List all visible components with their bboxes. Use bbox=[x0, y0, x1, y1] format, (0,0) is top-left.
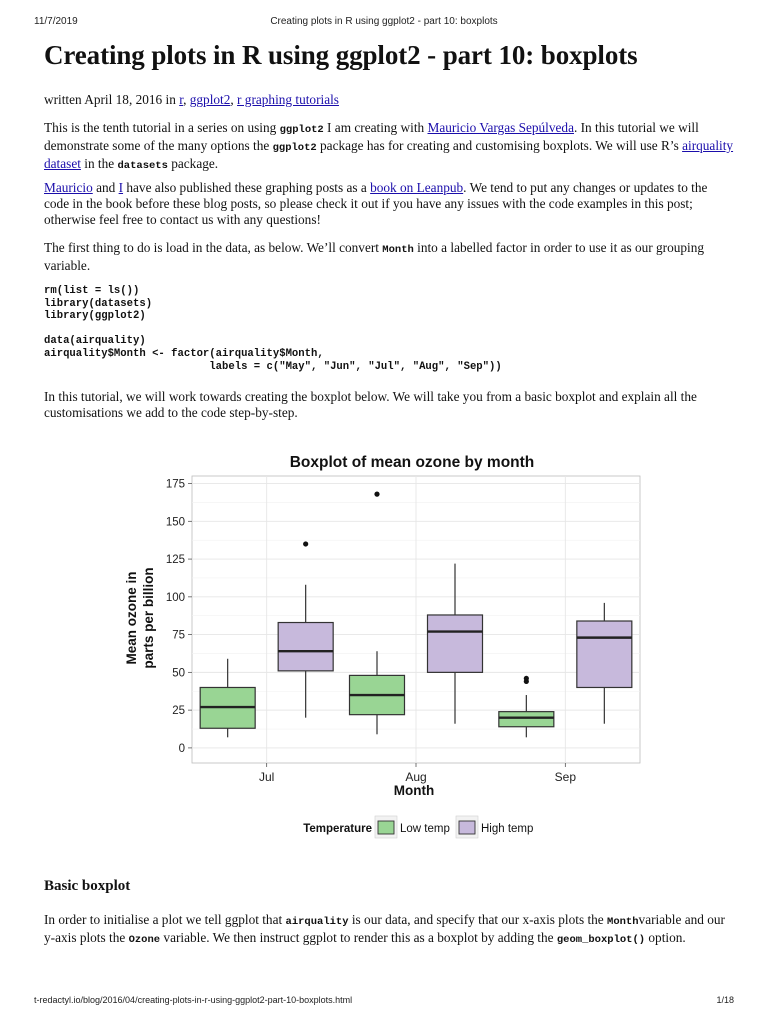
basic-paragraph: In order to initialise a plot we tell ggplot that airquality is our data, and specify that our x-axis plots the Monthvariable and our y-axis plots the Ozone variable. We then instruct ggplot to render this as a boxplot by adding the geom_boxplot() option. bbox=[44, 912, 725, 946]
dataset-link[interactable]: airquality dataset bbox=[44, 138, 734, 171]
leanpub-book-link[interactable]: book on Leanpub bbox=[370, 180, 464, 195]
inline-code: ggplot2 bbox=[279, 124, 324, 136]
code-block: rm(list = ls()) library(datasets) library(ggplot2) data(airquality) airquality$Month <- factor(airquality$Month, labels = c("May", "Jun", "Jul", "Aug", "Sep")) bbox=[44, 285, 502, 373]
y-tick-label: 150 bbox=[165, 516, 185, 529]
box-high-temp-sep bbox=[577, 621, 632, 687]
inline-code: datasets bbox=[117, 160, 168, 172]
box-low-temp-sep bbox=[499, 712, 554, 727]
outlier-high-temp-jul bbox=[303, 541, 308, 546]
intro-paragraph: This is the tenth tutorial in a series on using ggplot2 I am creating with Mauricio Vargas Sepúlveda. In this tutorial we will demonstrate some of the many options the ggplot2 package has for creating and customising boxplots. We will use R’s airquality dataset in the datasets package. bbox=[44, 120, 734, 172]
legend-swatch-low-temp bbox=[378, 821, 394, 834]
page-title: Creating plots in R using ggplot2 - part 10: boxplots bbox=[44, 40, 638, 70]
post-meta: written April 18, 2016 in r, ggplot2, r graphing tutorials bbox=[44, 92, 339, 107]
x-tick-label-jul: Jul bbox=[258, 770, 275, 784]
y-tick-label: 0 bbox=[178, 742, 185, 755]
tag-link-ggplot2[interactable]: ggplot2 bbox=[189, 92, 231, 107]
box-high-temp-aug bbox=[428, 615, 483, 672]
inline-code: geom_boxplot() bbox=[556, 934, 646, 946]
legend-label-high-temp: High temp bbox=[481, 823, 534, 835]
tag-link-r[interactable]: r bbox=[179, 92, 184, 107]
y-tick-label: 100 bbox=[165, 591, 185, 604]
x-axis-title: Month bbox=[393, 783, 435, 798]
inline-code: Month bbox=[607, 916, 639, 928]
chart-title: Boxplot of mean ozone by month bbox=[289, 454, 535, 471]
inline-code: airquality bbox=[285, 916, 349, 928]
box-high-temp-jul bbox=[278, 623, 333, 671]
inline-code: Ozone bbox=[128, 934, 161, 946]
written-date: written April 18, 2016 in bbox=[44, 92, 180, 107]
y-axis-title-line2: parts per billion bbox=[141, 567, 156, 669]
x-tick-label-sep: Sep bbox=[554, 770, 577, 784]
y-tick-label: 75 bbox=[172, 629, 185, 642]
y-tick-label: 175 bbox=[165, 478, 185, 491]
print-page-number: 1/18 bbox=[716, 995, 734, 1005]
outlier-low-temp-sep bbox=[524, 676, 529, 681]
y-tick-label: 125 bbox=[165, 554, 185, 567]
load-paragraph: The first thing to do is load in the data, as below. We’ll convert Month into a labelled factor in order to use it as our grouping variable. bbox=[44, 240, 705, 273]
print-title: Creating plots in R using ggplot2 - part 10: boxplots bbox=[270, 16, 498, 27]
legend bbox=[303, 816, 533, 838]
section-heading-basic-boxplot: Basic boxplot bbox=[44, 878, 131, 894]
towards-paragraph: In this tutorial, we will work towards creating the boxplot below. We will take you from a basic boxplot and explain all the customisations we add to the code step-by-step. bbox=[44, 389, 697, 420]
print-url: t-redactyl.io/blog/2016/04/creating-plots-in-r-using-ggplot2-part-10-boxplots.html bbox=[34, 995, 353, 1005]
inline-code: Month bbox=[382, 244, 414, 256]
inline-code: ggplot2 bbox=[272, 142, 317, 154]
tag-link-graphing-tutorials[interactable]: r graphing tutorials bbox=[237, 92, 339, 107]
y-tick-label: 25 bbox=[172, 705, 185, 718]
y-axis-title-line1: Mean ozone in bbox=[124, 571, 139, 665]
author-link[interactable]: Mauricio Vargas Sepúlveda bbox=[427, 120, 574, 135]
print-date: 11/7/2019 bbox=[34, 16, 78, 27]
y-tick-label: 50 bbox=[172, 667, 185, 680]
x-tick-label-aug: Aug bbox=[405, 770, 427, 784]
legend-label-low-temp: Low temp bbox=[400, 823, 450, 835]
boxplot-chart bbox=[110, 446, 670, 846]
outlier-low-temp-aug bbox=[374, 492, 379, 497]
mauricio-link[interactable]: Mauricio bbox=[44, 180, 93, 195]
legend-title: Temperature bbox=[303, 823, 372, 835]
book-paragraph: Mauricio and I have also published these graphing posts as a book on Leanpub. We tend to put any changes or updates to the code in the book before these blog posts, so please check it out if you have any issues with the code examples in this post; otherwise feel free to contact us with any questions! bbox=[44, 180, 708, 227]
legend-swatch-high-temp bbox=[459, 821, 475, 834]
i-link[interactable]: I bbox=[118, 180, 124, 195]
